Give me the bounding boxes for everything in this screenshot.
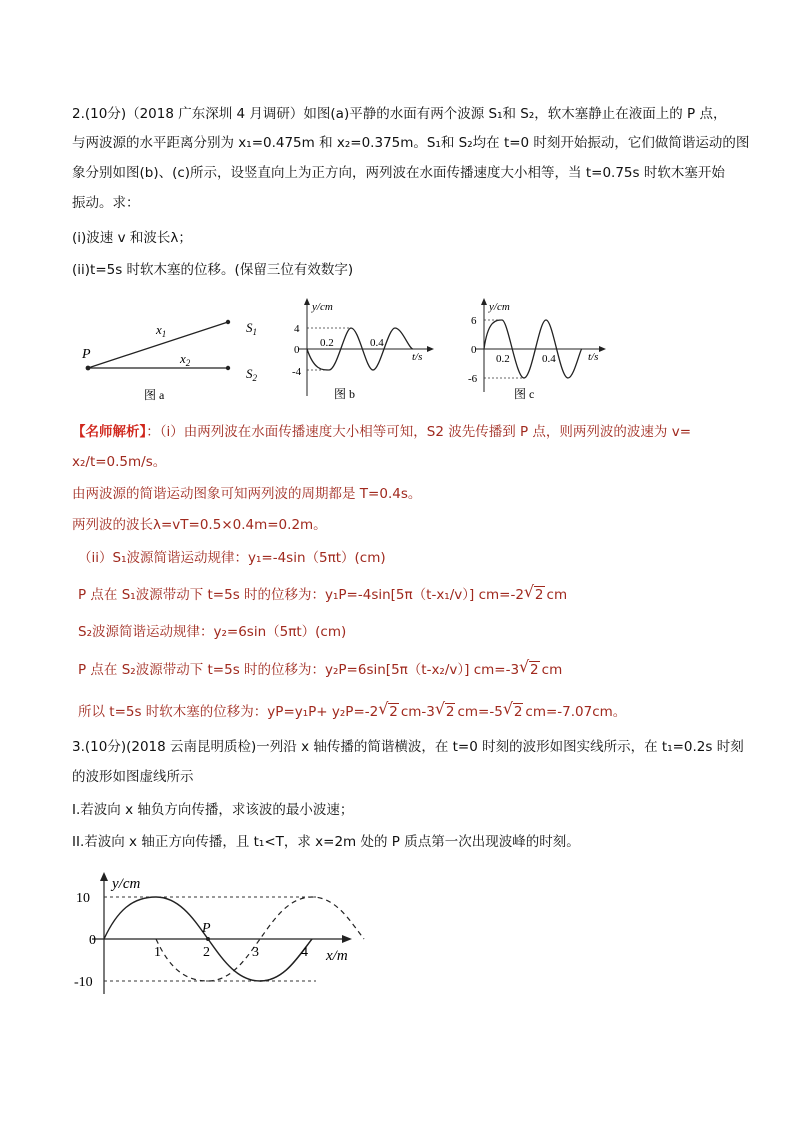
wave-origin: 0 bbox=[89, 933, 96, 948]
fig-a-caption: 图 a bbox=[144, 388, 165, 402]
wave-xlabel: x/m bbox=[326, 948, 348, 964]
fig-b-tick-2: 0.4 bbox=[370, 337, 384, 349]
svg-text:S2: $S_2$ bbox=[246, 366, 257, 383]
solution-line-5: （ii）S₁波源简谐运动规律：y₁=-4sin（5πt）(cm) bbox=[78, 550, 386, 566]
fig-c-caption: 图 c bbox=[514, 387, 535, 401]
q2-subquestion-2: (ii)t=5s 时软木塞的位移。(保留三位有效数字) bbox=[72, 262, 354, 278]
q2-line-1: 2.(10分)（2018 广东深圳 4 月调研）如图(a)平静的水面有两个波源 S₁和 S₂，软木塞静止在液面上的 P 点， bbox=[72, 106, 727, 122]
svg-text:S1: $S_1$ bbox=[246, 320, 257, 337]
fig-a-p-label: P bbox=[82, 347, 91, 362]
wave-tick-2: 2 bbox=[203, 945, 210, 960]
fig-b-caption: 图 b bbox=[334, 387, 356, 401]
svg-text:x2: $x_2$ bbox=[180, 351, 191, 368]
figure-c bbox=[462, 296, 622, 406]
figure-b bbox=[282, 296, 442, 406]
q3-subquestion-2: II.若波向 x 轴正方向传播，且 t₁<T，求 x=2m 处的 P 质点第一次出现波峰的时刻。 bbox=[72, 834, 580, 850]
sqrt-symbol: √ 2 bbox=[437, 702, 456, 722]
solution-header: 【名师解析】 bbox=[72, 424, 147, 440]
fig-c-tick-2: 0.4 bbox=[542, 353, 556, 365]
wave-y-bottom: -10 bbox=[74, 975, 93, 990]
fig-c-xlabel: t/s bbox=[588, 351, 599, 363]
fig-a-s2-label: S bbox=[246, 366, 253, 381]
wave-tick-3: 3 bbox=[252, 945, 259, 960]
wave-tick-1: 1 bbox=[154, 945, 161, 960]
svg-text:x1: $x_1$ bbox=[156, 322, 167, 339]
solution-line-4: 两列波的波长λ=vT=0.5×0.4m=0.2m。 bbox=[72, 517, 327, 533]
sqrt-symbol: √ 2 bbox=[505, 702, 524, 722]
solution-line-8: P 点在 S₂波源带动下 t=5s 时的位移为：y₂P=6sin[5π（t-x₂/v）] cm=-3 bbox=[78, 662, 520, 678]
fig-b-origin: 0 bbox=[294, 344, 300, 356]
fig-c-origin: 0 bbox=[471, 344, 477, 356]
sqrt-symbol: √ 2 bbox=[380, 702, 399, 722]
solution-line-9: 所以 t=5s 时软木塞的位移为：yP=y₁P+ y₂P=-2 bbox=[78, 704, 379, 720]
fig-b-xlabel: t/s bbox=[412, 351, 423, 363]
solution-line-8-unit: cm bbox=[541, 662, 563, 678]
fig-b-y-bottom: -4 bbox=[292, 366, 302, 378]
fig-a-s1-label: S bbox=[246, 320, 253, 335]
fig-c-y-top: 6 bbox=[471, 315, 477, 327]
q3-line-2: 的波形如图虚线所示 bbox=[72, 769, 194, 785]
q2-line-4: 振动。求： bbox=[72, 195, 140, 211]
fig-b-ylabel: y/cm bbox=[312, 301, 333, 313]
solution-line-6-unit: cm bbox=[546, 587, 568, 603]
solution-line-6: P 点在 S₁波源带动下 t=5s 时的位移为：y₁P=-4sin[5π（t-x₁/v）] cm=-2 bbox=[78, 587, 524, 603]
figure-a bbox=[78, 308, 278, 403]
q3-line-1: 3.(10分)(2018 云南昆明质检)一列沿 x 轴传播的简谐横波，在 t=0 时刻的波形如图实线所示，在 t₁=0.2s 时刻 bbox=[72, 739, 744, 755]
wave-tick-4: 4 bbox=[301, 945, 308, 960]
q2-line-2: 与两波源的水平距离分别为 x₁=0.475m 和 x₂=0.375m。S₁和 S₂均在 t=0 时刻开始振动，它们做简谐运动的图 bbox=[72, 135, 750, 151]
sqrt-symbol: √ 2 bbox=[521, 660, 540, 680]
solution-line-3: 由两波源的简谐运动图象可知两列波的周期都是 T=0.4s。 bbox=[72, 486, 422, 502]
fig-a-x1-label: x bbox=[156, 322, 162, 337]
fig-b-tick-1: 0.2 bbox=[320, 337, 334, 349]
fig-b-y-top: 4 bbox=[294, 323, 300, 335]
q2-line-3: 象分别如图(b)、(c)所示，设竖直向上为正方向，两列波在水面传播速度大小相等，当 t=0.75s 时软木塞开始 bbox=[72, 165, 725, 181]
solution-line-7: S₂波源简谐运动规律：y₂=6sin（5πt）(cm) bbox=[78, 624, 347, 640]
fig-a-x2-label: x bbox=[180, 351, 186, 366]
q2-subquestion-1: (i)波速 v 和波长λ； bbox=[72, 230, 192, 246]
solution-line-2: x₂/t=0.5m/s。 bbox=[72, 454, 167, 470]
wave-y-top: 10 bbox=[76, 891, 90, 906]
figure-wave bbox=[72, 866, 372, 998]
fig-c-ylabel: y/cm bbox=[489, 301, 510, 313]
sqrt-symbol: √ 2 bbox=[526, 585, 545, 605]
wave-p-label: P bbox=[202, 921, 211, 936]
q3-subquestion-1: I.若波向 x 轴负方向传播，求该波的最小波速； bbox=[72, 802, 354, 818]
fig-c-tick-1: 0.2 bbox=[496, 353, 510, 365]
wave-ylabel: y/cm bbox=[112, 876, 141, 892]
fig-c-y-bottom: -6 bbox=[468, 373, 478, 385]
solution-line-1: ：（i）由两列波在水面传播速度大小相等可知，S2 波先传播到 P 点，则两列波的波速为 v= bbox=[146, 424, 692, 440]
